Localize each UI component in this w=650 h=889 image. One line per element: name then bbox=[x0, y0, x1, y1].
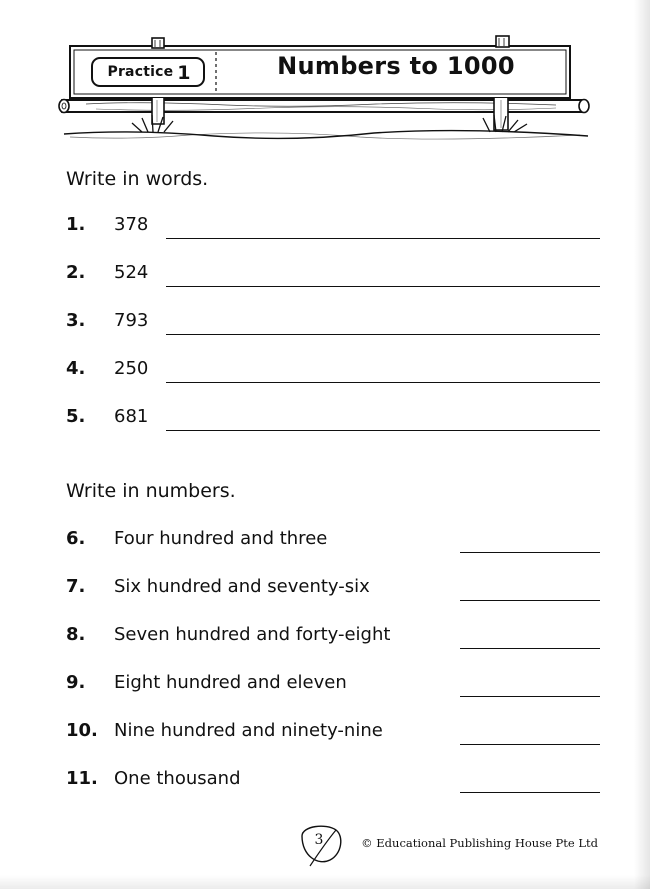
instruction-write-in-words: Write in words. bbox=[66, 168, 209, 190]
question-text: 378 bbox=[114, 214, 149, 235]
question-text: Nine hundred and ninety-nine bbox=[114, 720, 383, 741]
question-row bbox=[66, 720, 600, 750]
practice-label bbox=[94, 59, 204, 85]
answer-blank[interactable] bbox=[166, 238, 600, 239]
answer-blank[interactable] bbox=[166, 430, 600, 431]
answer-blank[interactable] bbox=[460, 792, 600, 793]
answer-blank[interactable] bbox=[166, 334, 600, 335]
practice-word: Practice bbox=[107, 64, 174, 80]
question-row bbox=[66, 310, 600, 340]
answer-blank[interactable] bbox=[460, 696, 600, 697]
question-text: Four hundred and three bbox=[114, 528, 328, 549]
question-number: 7. bbox=[66, 576, 86, 597]
page-edge-shadow-bottom bbox=[0, 875, 650, 889]
question-row bbox=[66, 528, 600, 558]
wooden-sign-graphic bbox=[56, 32, 596, 142]
question-number: 6. bbox=[66, 528, 86, 549]
page-title: Numbers to 1000 bbox=[277, 52, 515, 80]
question-text: 250 bbox=[114, 358, 149, 379]
question-number: 10. bbox=[66, 720, 98, 741]
question-text: Six hundred and seventy-six bbox=[114, 576, 370, 597]
answer-blank[interactable] bbox=[460, 648, 600, 649]
question-number: 3. bbox=[66, 310, 86, 331]
instruction-write-in-numbers: Write in numbers. bbox=[66, 480, 236, 502]
answer-blank[interactable] bbox=[460, 744, 600, 745]
question-number: 11. bbox=[66, 768, 98, 789]
question-row bbox=[66, 624, 600, 654]
practice-number: 1 bbox=[177, 61, 191, 84]
question-row bbox=[66, 214, 600, 244]
question-number: 1. bbox=[66, 214, 86, 235]
question-text: Seven hundred and forty-eight bbox=[114, 624, 391, 645]
question-number: 5. bbox=[66, 406, 86, 427]
page-edge-shadow-right bbox=[634, 0, 650, 889]
answer-blank[interactable] bbox=[460, 552, 600, 553]
question-text: One thousand bbox=[114, 768, 241, 789]
question-row bbox=[66, 576, 600, 606]
question-text: Eight hundred and eleven bbox=[114, 672, 347, 693]
question-row bbox=[66, 358, 600, 388]
answer-blank[interactable] bbox=[166, 286, 600, 287]
question-row bbox=[66, 672, 600, 702]
question-text: 524 bbox=[114, 262, 149, 283]
answer-blank[interactable] bbox=[166, 382, 600, 383]
question-text: 681 bbox=[114, 406, 149, 427]
page-number: 3 bbox=[314, 832, 324, 848]
copyright-notice: © Educational Publishing House Pte Ltd bbox=[361, 836, 598, 850]
question-number: 9. bbox=[66, 672, 86, 693]
question-number: 4. bbox=[66, 358, 86, 379]
question-text: 793 bbox=[114, 310, 149, 331]
question-number: 2. bbox=[66, 262, 86, 283]
header-banner bbox=[56, 32, 596, 142]
question-number: 8. bbox=[66, 624, 86, 645]
question-row bbox=[66, 768, 600, 798]
question-row bbox=[66, 406, 600, 436]
answer-blank[interactable] bbox=[460, 600, 600, 601]
question-row bbox=[66, 262, 600, 292]
